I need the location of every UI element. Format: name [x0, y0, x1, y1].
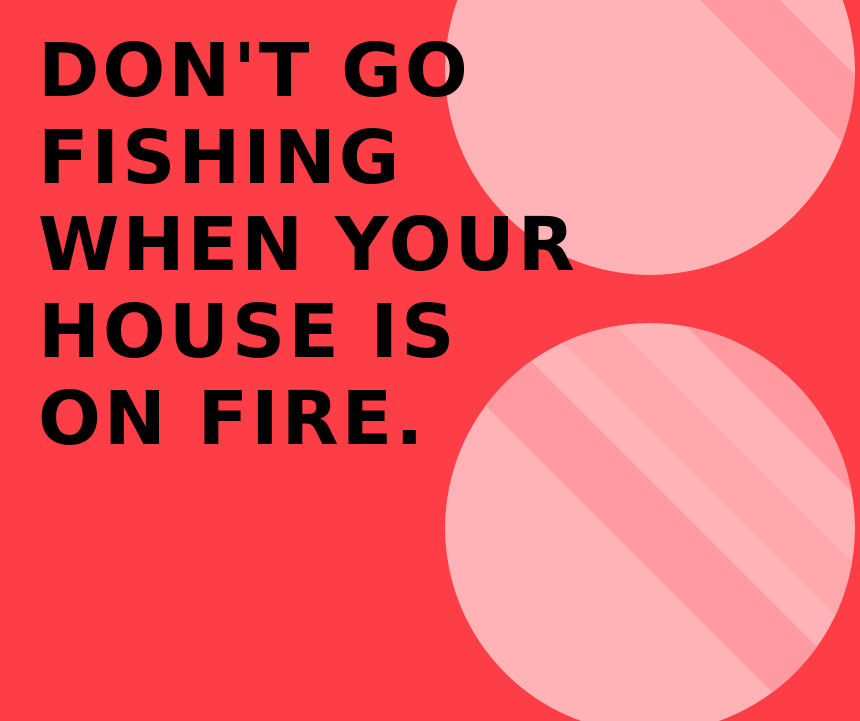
quote-line: FISHING: [38, 115, 403, 201]
quote-line: ON FIRE.: [38, 376, 427, 462]
quote-text: [38, 28, 638, 463]
quote-line: HOUSE IS: [38, 289, 458, 375]
quote-line: DON'T GO: [38, 28, 471, 114]
quote-line: WHEN YOUR: [38, 202, 578, 288]
